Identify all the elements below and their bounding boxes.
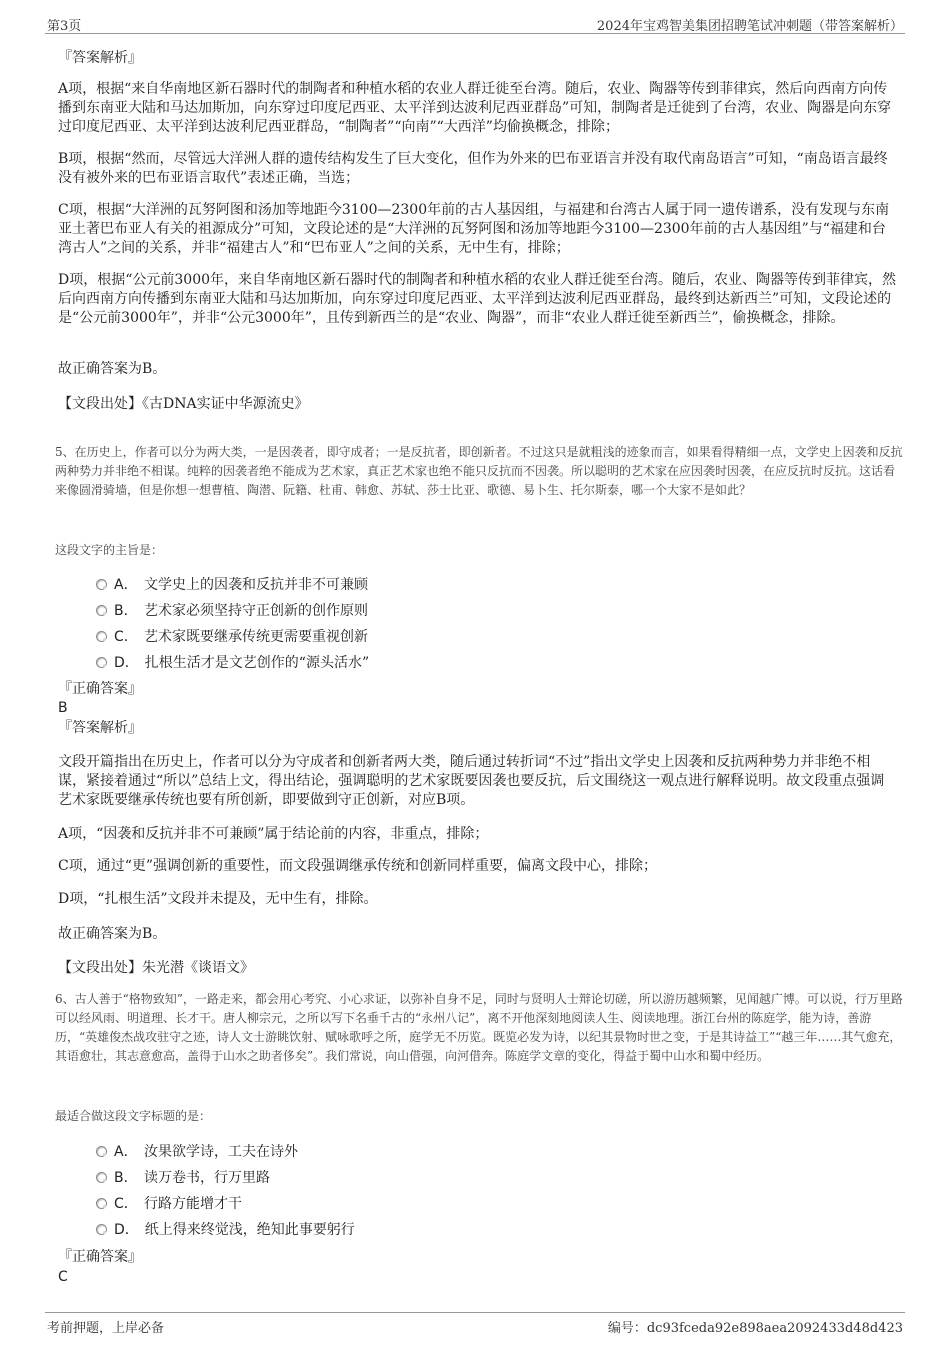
- q5-answer-label: 『正确答案』: [58, 681, 142, 697]
- q4-analysis-a: A项，根据“来自华南地区新石器时代的制陶者和种植水稻的农业人群迁徙至台湾。随后，农业、陶器等传到菲律宾，然后向西南方向传播到东南亚大陆和马达加斯加，向东穿过印度尼西亚、太平洋到达波利尼西亚群岛”可知，制陶者是迁徙到了台湾，农业、陶器是向东穿过印度尼西亚、太平洋到达波利尼西亚群岛，“制陶者”“向南”“大西洋”均偷换概念，排除；: [58, 81, 892, 135]
- footer-slogan: 考前押题，上岸必备: [47, 1321, 165, 1336]
- q5-option-d[interactable]: D． 扎根生活才是文艺创作的“源头活水”: [96, 652, 369, 674]
- q6-option-a[interactable]: A． 汝果欲学诗，工夫在诗外: [96, 1141, 298, 1163]
- q5-stem: 5、在历史上，作者可以分为两大类，一是因袭者，即守成者；一是反抗者，即创新者。不过这只是就粗浅的迹象而言，如果看得精细一点，文学史上因袭和反抗两种势力并非绝不相谋。纯粹的因袭者绝不能成为艺术家，真正艺术家也绝不能只反抗而不因袭。所以聪明的艺术家在应因袭时因袭，在应反抗时反抗。这话看来像圆滑骑墙，但是你想一想曹植、陶潜、阮籍、杜甫、韩愈、苏轼、莎士比亚、歌德、易卜生、托尔斯泰，哪一个大家不是如此？: [55, 445, 903, 497]
- q5-prompt: 这段文字的主旨是：: [55, 543, 164, 557]
- q5-analysis-c: C项，通过“更”强调创新的重要性，而文段强调继承传统和创新同样重要，偏离文段中心，排除；: [58, 858, 658, 874]
- q6-answer: C: [58, 1269, 68, 1285]
- q5-analysis-a: A项，“因袭和反抗并非不可兼顾”属于结论前的内容，非重点，排除；: [58, 826, 489, 842]
- radio-icon[interactable]: [96, 631, 107, 642]
- page-header: [45, 13, 905, 34]
- q6-option-b[interactable]: B． 读万卷书，行万里路: [96, 1167, 270, 1189]
- radio-icon[interactable]: [96, 579, 107, 590]
- q4-analysis-d: D项，根据“公元前3000年，来自华南地区新石器时代的制陶者和种植水稻的农业人群迁徙至台湾。随后，农业、陶器等传到菲律宾，然后向西南方向传播到东南亚大陆和马达加斯加，向东穿过印度尼西亚、太平洋到达波利尼西亚群岛，最终到达新西兰”可知，文段论述的是“公元前3000年”，并非“公元3000年”，且传到新西兰的是“农业、陶器”，而非“农业人群迁徙至新西兰”，偷换概念，排除。: [58, 272, 897, 326]
- q5-option-b[interactable]: B． 艺术家必须坚持守正创新的创作原则: [96, 600, 368, 622]
- radio-icon[interactable]: [96, 1172, 107, 1183]
- q5-source: 【文段出处】朱光潜《谈语文》: [58, 960, 254, 976]
- q4-analysis-label: 『答案解析』: [58, 50, 142, 66]
- radio-icon[interactable]: [96, 1146, 107, 1157]
- q5-option-a[interactable]: A． 文学史上的因袭和反抗并非不可兼顾: [96, 574, 368, 596]
- q4-analysis-c: C项，根据“大洋洲的瓦努阿图和汤加等地距今3100—2300年前的古人基因组，与福建和台湾古人属于同一遗传谱系，没有发现与东南亚土著巴布亚人有关的祖源成分”可知，文段论述的是“大洋洲的瓦努阿图和汤加等地距今3100—2300年前的古人基因组”与“福建和台湾古人”之间的关系，并非“福建古人”和“巴布亚人”之间的关系，无中生有，排除；: [58, 202, 890, 256]
- q5-option-c[interactable]: C． 艺术家既要继承传统更需要重视创新: [96, 626, 368, 648]
- q6-prompt: 最适合做这段文字标题的是：: [55, 1109, 212, 1123]
- radio-icon[interactable]: [96, 1224, 107, 1235]
- page-footer: [45, 1312, 905, 1335]
- q5-analysis-main: 文段开篇指出在历史上，作者可以分为守成者和创新者两大类，随后通过转折词“不过”指出文学史上因袭和反抗两种势力并非绝不相谋，紧接着通过“所以”总结上文，得出结论，强调聪明的艺术家既要因袭也要反抗，后文围绕这一观点进行解释说明。故文段重点强调艺术家既要继承传统也要有所创新，即要做到守正创新，对应B项。: [58, 754, 885, 808]
- document-id: 编号：dc93fceda92e898aea2092433d48d423: [607, 1321, 903, 1336]
- q5-analysis-d: D项，“扎根生活”文段并未提及，无中生有，排除。: [58, 891, 378, 907]
- document-title: 2024年宝鸡智美集团招聘笔试冲刺题（带答案解析）: [596, 19, 903, 34]
- q5-analysis-label: 『答案解析』: [58, 720, 142, 736]
- q6-option-c[interactable]: C． 行路方能增才干: [96, 1193, 242, 1215]
- q5-conclusion: 故正确答案为B。: [58, 926, 167, 942]
- q4-conclusion: 故正确答案为B。: [58, 361, 167, 377]
- q5-answer: B: [58, 700, 68, 716]
- page-number: 第3页: [47, 19, 82, 34]
- q4-analysis-b: B项，根据“然而，尽管远大洋洲人群的遗传结构发生了巨大变化，但作为外来的巴布亚语言并没有取代南岛语言”可知，“南岛语言最终没有被外来的巴布亚语言取代”表述正确，当选；: [58, 151, 888, 186]
- q6-stem: 6、古人善于“格物致知”，一路走来，都会用心考究、小心求证，以弥补自身不足，同时与贤明人士辩论切磋，所以游历越频繁，见闻越广博。可以说，行万里路可以经风雨、明道理、长才干。唐人柳宗元，之所以写下名垂千古的“永州八记”，离不开他深刻地阅读人生、阅读地理。浙江台州的陈庭学，能为诗，善游历，“英雄俊杰战攻驻守之迹，诗人文士游眺饮射、赋咏歌呼之所，庭学无不历览。既览必发为诗，以纪其景物时世之变，于是其诗益工”“越三年……其气愈充，其语愈壮，其志意愈高，盖得于山水之助者侈矣”。我们常说，向山借强，向河借奔。陈庭学文章的变化，得益于蜀中山水和蜀中经历。: [55, 992, 903, 1063]
- radio-icon[interactable]: [96, 1198, 107, 1209]
- radio-icon[interactable]: [96, 605, 107, 616]
- radio-icon[interactable]: [96, 657, 107, 668]
- q4-source: 【文段出处】《古DNA实证中华源流史》: [58, 396, 309, 412]
- q6-answer-label: 『正确答案』: [58, 1249, 142, 1265]
- q6-option-d[interactable]: D． 纸上得来终觉浅，绝知此事要躬行: [96, 1219, 355, 1241]
